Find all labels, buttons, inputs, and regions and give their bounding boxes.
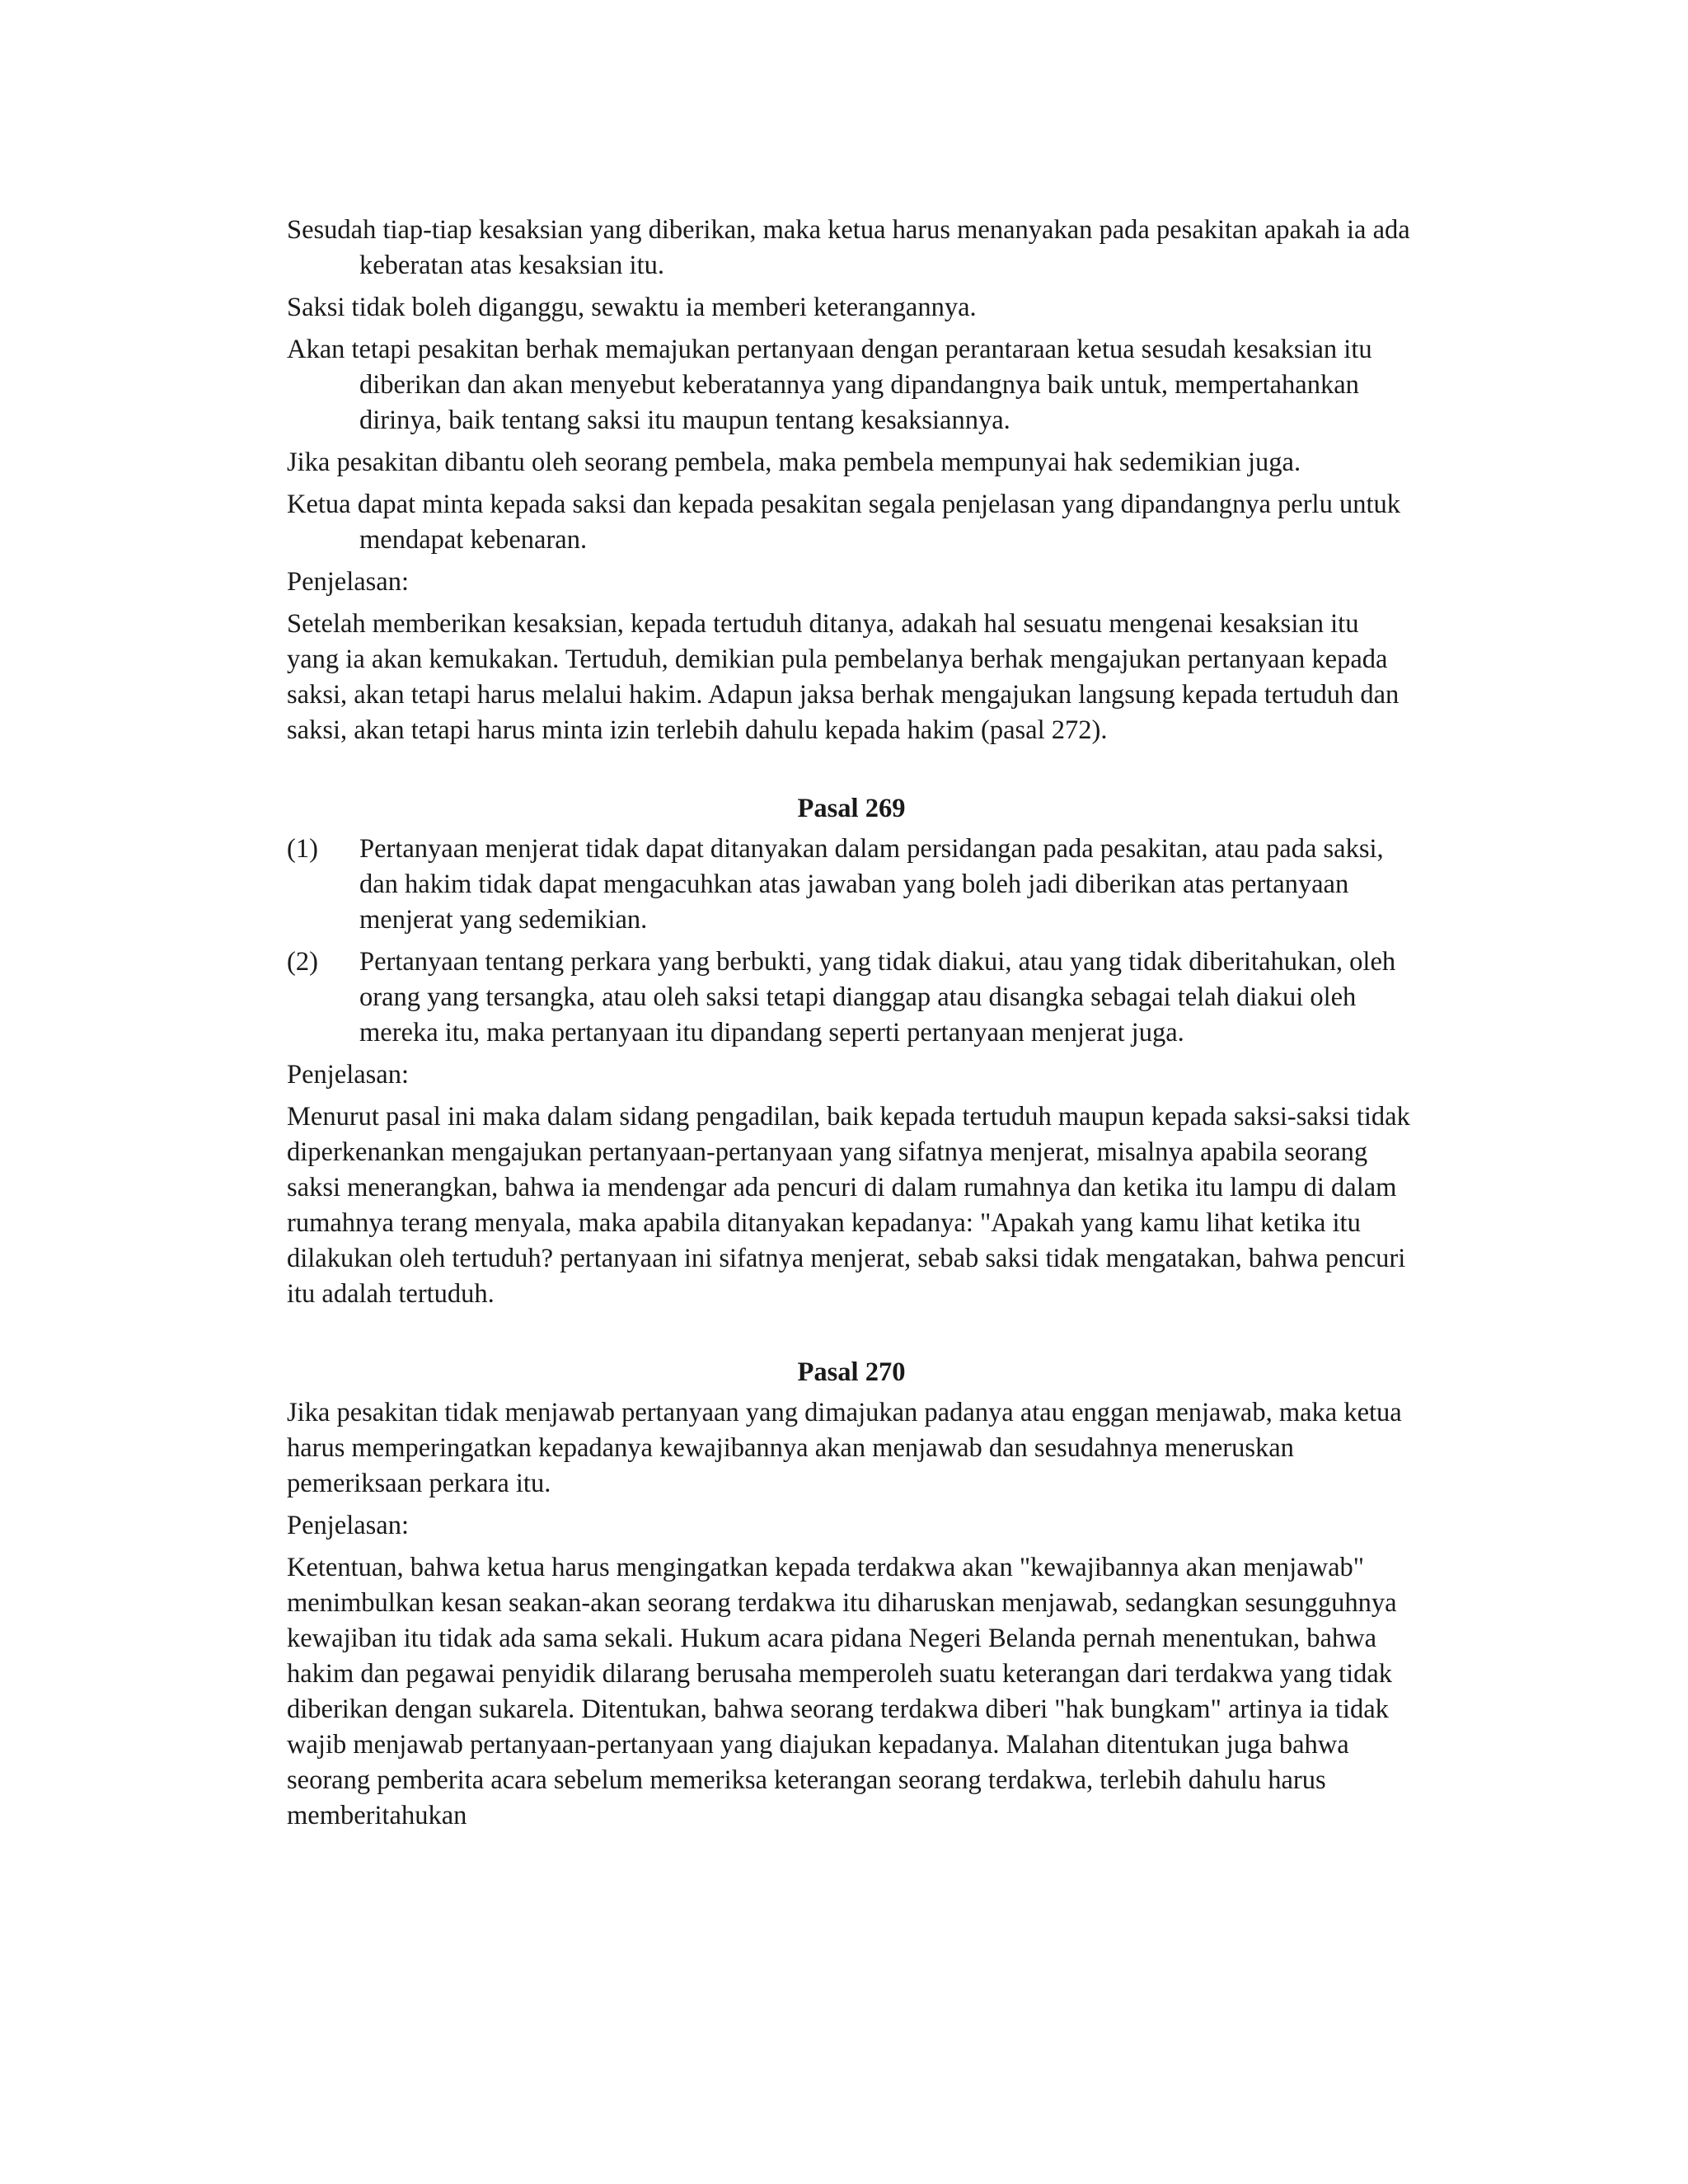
paragraph-5: Ketua dapat minta kepada saksi dan kepada pesakitan segala penjelasan yang dipandangnya perlu untuk mendapat kebenaran. — [287, 490, 1400, 555]
item-text: Pertanyaan tentang perkara yang berbukti, yang tidak diakui, atau yang tidak diberitahukan, oleh orang yang tersangka, atau oleh saksi tetapi dianggap atau disangka sebagai telah diakui oleh mereka itu, maka pertanyaan itu dipandang seperti pertanyaan menjerat juga. — [359, 947, 1396, 1047]
explanation-text: Setelah memberikan kesaksian, kepada tertuduh ditanya, adakah hal sesuatu mengenai kesaksian itu yang ia akan kemukakan. Tertuduh, demikian pula pembelanya berhak mengajukan pertanyaan kepada saksi, akan tetapi harus melalui hakim. Adapun jaksa berhak mengajukan langsung kepada tertuduh dan saksi, akan tetapi harus minta izin terlebih dahulu kepada hakim (pasal 272). — [287, 609, 1400, 745]
section-heading-pasal-269: Pasal 269 — [797, 794, 906, 823]
explanation-label: Penjelasan: — [287, 567, 410, 597]
explanation-text: Ketentuan, bahwa ketua harus mengingatkan kepada terdakwa akan "kewajibannya akan menjawab" menimbulkan kesan seakan-akan seorang terdakwa itu diharuskan menjawab, sedangkan sesungguhnya kewajiban itu tidak ada sama sekali. Hukum acara pidana Negeri Belanda pernah menentukan, bahwa hakim dan pegawai penyidik dilarang berusaha memperoleh suatu keterangan dari terdakwa yang tidak diberikan dengan sukarela. Ditentukan, bahwa seorang terdakwa diberi "hak bungkam" artinya ia tidak wajib menjawab pertanyaan-pertanyaan yang diajukan kepadanya. Malahan ditentukan juga bahwa seorang pemberita acara sebelum memeriksa keterangan seorang terdakwa, terlebih dahulu harus memberitahukan — [287, 1553, 1397, 1830]
list-item — [287, 832, 1416, 938]
item-text: Pertanyaan menjerat tidak dapat ditanyakan dalam persidangan pada pesakitan, atau pada saksi, dan hakim tidak dapat mengacuhkan atas jawaban yang boleh jadi diberikan atas pertanyaan menjerat yang sedemikian. — [359, 834, 1384, 935]
explanation-label: Penjelasan: — [287, 1511, 410, 1540]
list-item — [287, 944, 1416, 1051]
section-body: Jika pesakitan tidak menjawab pertanyaan yang dimajukan padanya atau enggan menjawab, maka ketua harus memperingatkan kepadanya kewajibannya akan menjawab dan sesudahnya meneruskan pemeriksaan perkara itu. — [287, 1398, 1402, 1498]
paragraph-1: Sesudah tiap-tiap kesaksian yang diberikan, maka ketua harus menanyakan pada pesakitan apakah ia ada keberatan atas kesaksian itu. — [287, 215, 1410, 280]
paragraph-3: Akan tetapi pesakitan berhak memajukan pertanyaan dengan perantaraan ketua sesudah kesaksian itu diberikan dan akan menyebut keberatannya yang dipandangnya baik untuk, mempertahankan dirinya, baik tentang saksi itu maupun tentang kesaksiannya. — [287, 335, 1372, 435]
item-number: (1) — [287, 834, 318, 864]
paragraph-2: Saksi tidak boleh diganggu, sewaktu ia memberi keterangannya. — [287, 293, 977, 322]
item-number: (2) — [287, 947, 318, 977]
section-heading-pasal-270: Pasal 270 — [797, 1357, 906, 1387]
explanation-label: Penjelasan: — [287, 1060, 410, 1090]
document-page — [287, 213, 1416, 1840]
paragraph-4: Jika pesakitan dibantu oleh seorang pembela, maka pembela mempunyai hak sedemikian juga. — [287, 448, 1301, 477]
explanation-text: Menurut pasal ini maka dalam sidang pengadilan, baik kepada tertuduh maupun kepada saksi-saksi tidak diperkenankan mengajukan pertanyaan-pertanyaan yang sifatnya menjerat, misalnya apabila seorang saksi menerangkan, bahwa ia mendengar ada pencuri di dalam rumahnya dan ketika itu lampu di dalam rumahnya terang menyala, maka apabila ditanyakan kepadanya: "Apakah yang kamu lihat ketika itu dilakukan oleh tertuduh? pertanyaan ini sifatnya menjerat, sebab saksi tidak mengatakan, bahwa pencuri itu adalah tertuduh. — [287, 1102, 1410, 1309]
